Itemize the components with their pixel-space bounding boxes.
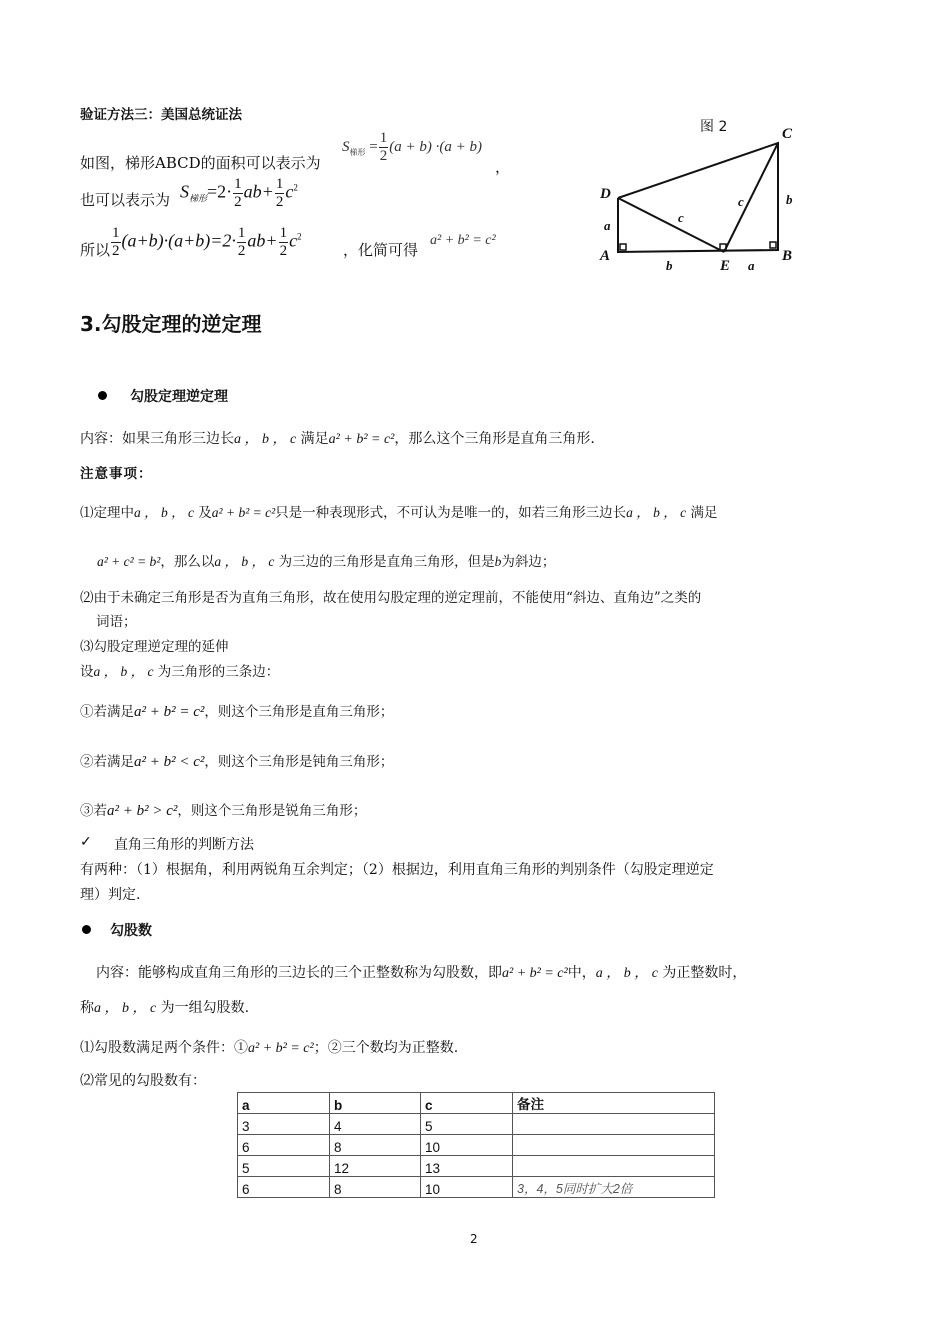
method3-line1-text: 如图，梯形ABCD的面积可以表示为 [80, 154, 321, 172]
table-cell: 4 [330, 1114, 421, 1135]
trapezoid-diagram-icon [596, 110, 806, 280]
table-header-cell: 备注 [513, 1093, 715, 1114]
table-note-cell: 3，4，5同时扩大2倍 [513, 1177, 715, 1198]
side-label-bc: b [786, 192, 793, 207]
point-label-d: D [600, 186, 611, 202]
table-cell: 8 [330, 1177, 421, 1198]
side-label-ec: c [738, 194, 744, 209]
trapezoid-area-formula-1: $S_{梯形}$ = $\frac{1}{2}$ (a + b) ·(a + b) [342, 130, 482, 164]
note-2-line-2: 词语； [96, 614, 137, 630]
trapezoid-area-formula-2: $S_{梯形}=2\cdot$ $\frac{1}{2}$ ab+ $\frac{1}{2}$ $c^2$ [180, 176, 298, 210]
triples-conditions: ⑴勾股数满足两个条件：①a² + b² = c²；②三个数均为正整数. [80, 1040, 459, 1056]
table-cell: 6 [238, 1135, 330, 1156]
method3-heading: 验证方法三：美国总统证法 [80, 107, 242, 123]
bullet-icon [98, 391, 107, 400]
trapezoid-equation: $\frac{1}{2}$ (a+b)·(a+b)=2· $\frac{1}{2}$ ab+ $\frac{1}{2}$ $c^2$ [112, 225, 302, 259]
let-sides-line: 设a ， b ， c 为三角形的三条边： [80, 664, 280, 680]
page-number: 2 [470, 1232, 478, 1246]
table-header-cell: a [238, 1093, 330, 1114]
table-row [238, 1177, 715, 1198]
case-right-triangle: ①若满足a² + b² = c²，则这个三角形是直角三角形； [80, 704, 394, 720]
triples-content-line-1: 内容：能够构成直角三角形的三边长的三个正整数称为勾股数，即a² + b² = c²中，a ， b ， c 为正整数时， [96, 965, 747, 981]
table-header-row [238, 1093, 715, 1114]
converse-theorem-heading: 勾股定理逆定理 [130, 389, 228, 405]
note-1-line-2: a² + c² = b²，那么以a ， b ， c 为三边的三角形是直角三角形，但是b为斜边； [97, 554, 556, 570]
side-label-eb: a [748, 258, 755, 273]
pythagorean-triples-heading: 勾股数 [110, 923, 152, 939]
table-cell [513, 1114, 715, 1135]
table-cell: 3 [238, 1114, 330, 1135]
table-cell: 5 [421, 1114, 513, 1135]
point-label-b: B [782, 248, 793, 264]
method3-line3-text: 所以 [80, 241, 111, 259]
side-label-ae: b [666, 258, 673, 273]
table-cell: 13 [421, 1156, 513, 1177]
converse-content: 内容：如果三角形三边长a ， b ， c 满足a² + b² = c²，那么这个三角形是直角三角形. [80, 431, 595, 447]
table-cell: 8 [330, 1135, 421, 1156]
side-label-da: a [604, 218, 611, 233]
section-title: 3.勾股定理的逆定理 [80, 312, 262, 336]
method3-line3-suffix: ，化简可得 [343, 241, 419, 259]
figure-caption: 图 2 [700, 119, 728, 135]
triples-content-line-2: 称a ， b ， c 为一组勾股数. [80, 1000, 250, 1016]
pythagorean-result-formula: a² + b² = c² [430, 233, 496, 248]
note-2-line-1: ⑵由于未确定三角形是否为直角三角形，故在使用勾股定理的逆定理前，不能使用“斜边、直角边”之类的 [80, 590, 702, 606]
table-header-cell: b [330, 1093, 421, 1114]
method3-line2-text: 也可以表示为 [80, 191, 171, 209]
case-obtuse-triangle: ②若满足a² + b² < c²，则这个三角形是钝角三角形； [80, 754, 394, 770]
table-cell: 6 [238, 1177, 330, 1198]
table-cell: 10 [421, 1177, 513, 1198]
bullet-icon [82, 925, 91, 934]
table-row [238, 1135, 715, 1156]
table-cell [513, 1156, 715, 1177]
judge-method-line-1: 有两种：（1）根据角，利用两锐角互余判定；（2）根据边，利用直角三角形的判别条件（勾股定理逆定 [80, 862, 714, 878]
table-cell: 5 [238, 1156, 330, 1177]
note-3: ⑶勾股定理逆定理的延伸 [80, 639, 229, 655]
point-label-a: A [600, 248, 611, 264]
table-row [238, 1114, 715, 1135]
trapezoid-figure [596, 110, 806, 280]
table-cell: 10 [421, 1135, 513, 1156]
judge-method-line-2: 理）判定. [80, 887, 141, 903]
point-label-e: E [720, 258, 731, 274]
table-header-cell: c [421, 1093, 513, 1114]
check-mark-icon: ✓ [80, 834, 92, 850]
point-label-c: C [782, 126, 793, 142]
pythagorean-triples-table [237, 1092, 715, 1198]
notes-label: 注意事项： [80, 466, 153, 482]
side-label-de: c [678, 210, 684, 225]
table-row [238, 1156, 715, 1177]
note-1-line-1: ⑴定理中a ， b ， c 及a² + b² = c²只是一种表现形式，不可认为是唯一的，如若三角形三边长a ， b ， c 满足 [80, 505, 718, 521]
method3-line1-comma: ， [495, 158, 511, 176]
table-cell: 12 [330, 1156, 421, 1177]
judge-method-heading: 直角三角形的判断方法 [114, 837, 254, 853]
common-triples-label: ⑵常见的勾股数有： [80, 1073, 206, 1089]
case-acute-triangle: ③若a² + b² > c²，则这个三角形是锐角三角形； [80, 803, 367, 819]
table-cell [513, 1135, 715, 1156]
